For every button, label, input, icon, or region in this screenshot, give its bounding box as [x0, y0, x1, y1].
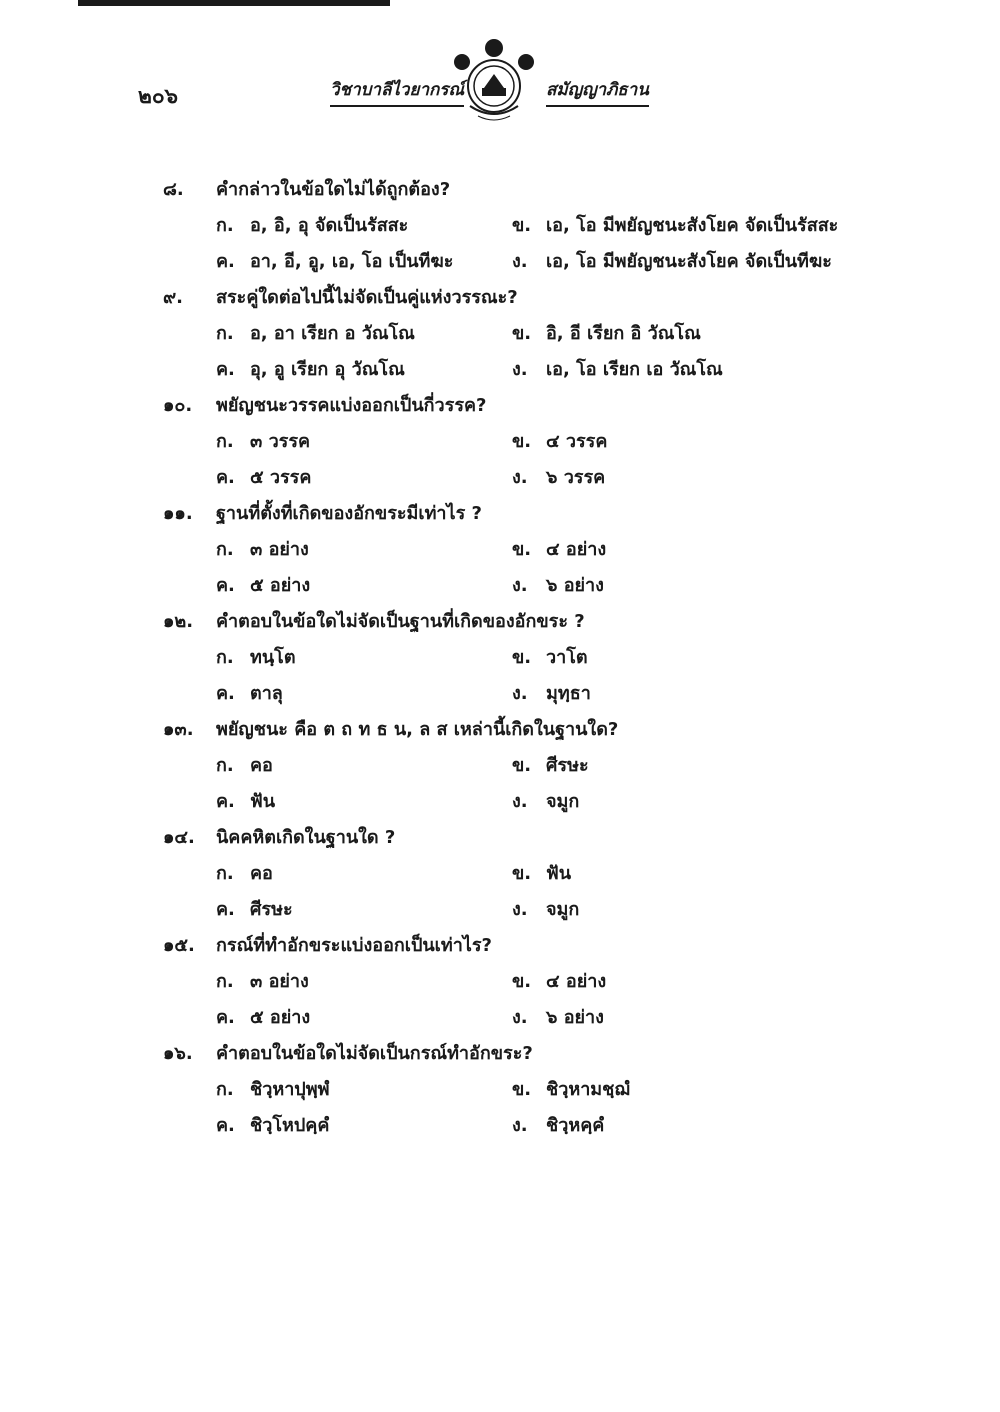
option-text: จมูก — [546, 899, 580, 920]
option-letter: ค. — [216, 1115, 235, 1136]
options-row — [0, 204, 1000, 240]
question-row — [0, 708, 1000, 744]
option-letter: ก. — [216, 647, 234, 668]
options-row — [0, 780, 1000, 816]
option-letter: ค. — [216, 359, 235, 380]
option-text: อิ, อี เรียก อิ วัณโณ — [546, 323, 701, 344]
option-letter: ข. — [512, 863, 532, 884]
option-text: ๓ อย่าง — [250, 539, 309, 560]
option-letter: ข. — [512, 1079, 532, 1100]
option-text: ทนฺโต — [250, 647, 296, 668]
option-text: ศีรษะ — [546, 755, 589, 776]
question-row — [0, 276, 1000, 312]
option-text: ฟัน — [546, 863, 572, 884]
option-letter: ง. — [512, 575, 528, 596]
option-text: อา, อี, อู, เอ, โอ เป็นทีฆะ — [250, 251, 454, 272]
option-letter: ก. — [216, 431, 234, 452]
option-text: เอ, โอ มีพยัญชนะสังโยค จัดเป็นรัสสะ — [546, 215, 839, 236]
option-text: ๖ อย่าง — [546, 1007, 604, 1028]
option-text: เอ, โอ เรียก เอ วัณโณ — [546, 359, 723, 380]
option-letter: ง. — [512, 683, 528, 704]
option-letter: ก. — [216, 971, 234, 992]
options-row — [0, 348, 1000, 384]
options-row — [0, 888, 1000, 924]
option-text: ๓ วรรค — [250, 431, 311, 452]
option-text: ชิวฺหคฺคํ — [546, 1115, 605, 1136]
question-number: ๑๖. — [163, 1043, 193, 1064]
options-row — [0, 636, 1000, 672]
option-text: อ, อิ, อุ จัดเป็นรัสสะ — [250, 215, 409, 236]
question-text: คำตอบในข้อใดไม่จัดเป็นฐานที่เกิดของอักขระ ? — [216, 611, 585, 632]
question-text: คำตอบในข้อใดไม่จัดเป็นกรณ์ทำอักขระ? — [216, 1043, 533, 1064]
option-text: ๔ อย่าง — [546, 539, 607, 560]
question-number: ๑๐. — [163, 395, 193, 416]
option-text: วาโต — [546, 647, 588, 668]
option-letter: ง. — [512, 1115, 528, 1136]
question-text: พยัญชนะวรรคแบ่งออกเป็นกี่วรรค? — [216, 395, 487, 416]
temple-emblem-icon — [448, 36, 540, 126]
question-row — [0, 168, 1000, 204]
question-text: นิคคหิตเกิดในฐานใด ? — [216, 827, 396, 848]
option-text: ๕ วรรค — [250, 467, 312, 488]
options-row — [0, 960, 1000, 996]
option-letter: ก. — [216, 863, 234, 884]
option-text: ๕ อย่าง — [250, 575, 311, 596]
option-letter: ง. — [512, 359, 528, 380]
header-chapter-title: สมัญญาภิธาน — [546, 76, 649, 107]
option-text: ๕ อย่าง — [250, 1007, 311, 1028]
option-letter: ง. — [512, 1007, 528, 1028]
option-letter: ข. — [512, 647, 532, 668]
question-number: ๑๓. — [163, 719, 194, 740]
option-text: ฟัน — [250, 791, 276, 812]
option-letter: ข. — [512, 971, 532, 992]
option-text: มุทฺธา — [546, 683, 591, 704]
option-text: ๓ อย่าง — [250, 971, 309, 992]
options-row — [0, 528, 1000, 564]
top-rule — [78, 0, 390, 6]
option-letter: ง. — [512, 467, 528, 488]
option-text: คอ — [250, 755, 273, 776]
option-letter: ง. — [512, 899, 528, 920]
question-text: กรณ์ที่ทำอักขระแบ่งออกเป็นเท่าไร? — [216, 935, 492, 956]
option-letter: ก. — [216, 539, 234, 560]
options-row — [0, 564, 1000, 600]
option-letter: ง. — [512, 251, 528, 272]
option-letter: ข. — [512, 539, 532, 560]
options-row — [0, 240, 1000, 276]
option-letter: ข. — [512, 755, 532, 776]
options-row — [0, 420, 1000, 456]
header-course-title: วิชาบาลีไวยากรณ์ — [330, 76, 464, 107]
question-row — [0, 492, 1000, 528]
option-text: ตาลุ — [250, 683, 283, 704]
question-text: ฐานที่ตั้งที่เกิดของอักขระมีเท่าไร ? — [216, 503, 482, 524]
question-row — [0, 384, 1000, 420]
option-letter: ค. — [216, 899, 235, 920]
question-text: สระคู่ใดต่อไปนี้ไม่จัดเป็นคู่แห่งวรรณะ? — [216, 287, 518, 308]
question-number: ๘. — [163, 179, 184, 200]
page-number: ๒๐๖ — [138, 84, 178, 108]
option-text: อุ, อู เรียก อุ วัณโณ — [250, 359, 405, 380]
options-row — [0, 1068, 1000, 1104]
question-number: ๙. — [163, 287, 184, 308]
question-text: พยัญชนะ คือ ต ถ ท ธ น, ล ส เหล่านี้เกิดในฐานใด? — [216, 719, 619, 740]
option-text: ชิวฺโหปคฺคํ — [250, 1115, 330, 1136]
question-row — [0, 816, 1000, 852]
option-text: จมูก — [546, 791, 580, 812]
option-letter: ก. — [216, 755, 234, 776]
option-text: คอ — [250, 863, 273, 884]
question-number: ๑๔. — [163, 827, 195, 848]
option-text: ชิวฺหาปุพฺพํ — [250, 1079, 330, 1100]
option-letter: ค. — [216, 791, 235, 812]
option-text: ศีรษะ — [250, 899, 293, 920]
option-text: ๖ วรรค — [546, 467, 606, 488]
option-letter: ง. — [512, 791, 528, 812]
question-list — [0, 168, 1000, 1140]
question-row — [0, 600, 1000, 636]
question-row — [0, 924, 1000, 960]
option-text: ๔ อย่าง — [546, 971, 607, 992]
question-number: ๑๑. — [163, 503, 193, 524]
option-letter: ค. — [216, 251, 235, 272]
option-letter: ข. — [512, 323, 532, 344]
question-row — [0, 1032, 1000, 1068]
options-row — [0, 852, 1000, 888]
option-letter: ข. — [512, 215, 532, 236]
option-letter: ค. — [216, 467, 235, 488]
options-row — [0, 312, 1000, 348]
option-text: อ, อา เรียก อ วัณโณ — [250, 323, 415, 344]
option-letter: ข. — [512, 431, 532, 452]
option-letter: ก. — [216, 215, 234, 236]
question-number: ๑๕. — [163, 935, 195, 956]
option-letter: ก. — [216, 1079, 234, 1100]
option-text: ๖ อย่าง — [546, 575, 604, 596]
option-text: ๔ วรรค — [546, 431, 608, 452]
options-row — [0, 1104, 1000, 1140]
option-letter: ค. — [216, 1007, 235, 1028]
option-text: ชิวฺหามชฺฌํ — [546, 1079, 630, 1100]
options-row — [0, 996, 1000, 1032]
options-row — [0, 456, 1000, 492]
question-number: ๑๒. — [163, 611, 194, 632]
option-letter: ก. — [216, 323, 234, 344]
option-letter: ค. — [216, 683, 235, 704]
option-text: เอ, โอ มีพยัญชนะสังโยค จัดเป็นทีฆะ — [546, 251, 832, 272]
options-row — [0, 672, 1000, 708]
question-text: คำกล่าวในข้อใดไม่ได้ถูกต้อง? — [216, 179, 451, 200]
option-letter: ค. — [216, 575, 235, 596]
options-row — [0, 744, 1000, 780]
